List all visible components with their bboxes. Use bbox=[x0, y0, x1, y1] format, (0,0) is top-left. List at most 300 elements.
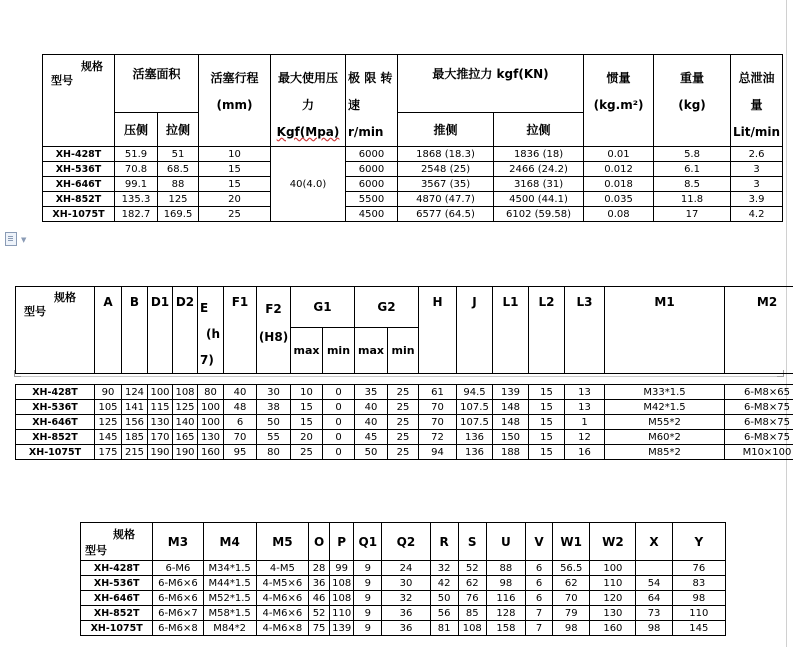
table-cell: 2466 (24.2) bbox=[494, 162, 584, 177]
table-cell: 175 bbox=[95, 445, 122, 460]
table-cell: 6 bbox=[525, 591, 552, 606]
table-cell: 35 bbox=[355, 385, 388, 400]
header-L1: L1 bbox=[493, 287, 529, 374]
corner-header bbox=[16, 287, 95, 374]
table-cell: 36 bbox=[309, 576, 330, 591]
table-cell: 80 bbox=[198, 385, 224, 400]
table-cell: 0 bbox=[323, 415, 355, 430]
table-cell: 45 bbox=[355, 430, 388, 445]
table-cell: 100 bbox=[198, 415, 224, 430]
table-cell: 64 bbox=[636, 591, 672, 606]
table-cell: M34*1.5 bbox=[203, 561, 256, 576]
header-s: S bbox=[458, 523, 486, 561]
table-cell: 125 bbox=[158, 192, 199, 207]
table-cell: 1836 (18) bbox=[494, 147, 584, 162]
header-x: X bbox=[636, 523, 672, 561]
dimension-table-body bbox=[15, 384, 793, 460]
table-cell: 6577 (64.5) bbox=[398, 207, 494, 222]
table-cell: 0 bbox=[323, 400, 355, 415]
table-cell: 54 bbox=[636, 576, 672, 591]
table-cell: 25 bbox=[388, 445, 419, 460]
header-E-line3: 7) bbox=[200, 353, 214, 367]
table-cell: 6-M6×7 bbox=[153, 606, 203, 621]
table-cell: 2548 (25) bbox=[398, 162, 494, 177]
model-cell: XH-852T bbox=[81, 606, 153, 621]
model-cell: XH-852T bbox=[43, 192, 115, 207]
header-F1: F1 bbox=[224, 287, 257, 374]
table-cell: 0.018 bbox=[584, 177, 654, 192]
table-cell: 145 bbox=[95, 430, 122, 445]
table-cell: 98 bbox=[553, 621, 590, 636]
table-cell: 165 bbox=[173, 430, 198, 445]
table-cell: 80 bbox=[257, 445, 291, 460]
table-cell: 5500 bbox=[346, 192, 398, 207]
table-cell: 70 bbox=[553, 591, 590, 606]
document-icon[interactable] bbox=[5, 232, 17, 246]
header-stroke bbox=[199, 55, 271, 147]
table-cell: 9 bbox=[354, 621, 382, 636]
table-cell: 0 bbox=[323, 430, 355, 445]
header-E-line1: E bbox=[200, 301, 209, 315]
table-cell: 62 bbox=[458, 576, 486, 591]
model-cell: XH-428T bbox=[16, 385, 95, 400]
table-cell: 15 bbox=[529, 385, 565, 400]
header-speed-title: 极 限 转 bbox=[348, 71, 393, 85]
table-cell: 108 bbox=[458, 621, 486, 636]
table-row bbox=[81, 606, 726, 621]
table-cell: 156 bbox=[122, 415, 148, 430]
table-cell: 25 bbox=[388, 430, 419, 445]
model-cell: XH-428T bbox=[81, 561, 153, 576]
table-cell: 99 bbox=[330, 561, 354, 576]
table-cell: 40 bbox=[224, 385, 257, 400]
table-cell: 100 bbox=[198, 400, 224, 415]
table-cell: 148 bbox=[493, 400, 529, 415]
table-cell: 108 bbox=[330, 591, 354, 606]
table-cell: 16 bbox=[565, 445, 605, 460]
table-cell: 6 bbox=[224, 415, 257, 430]
table-cell: 68.5 bbox=[158, 162, 199, 177]
model-cell: XH-1075T bbox=[43, 207, 115, 222]
corner-model-label: 型号 bbox=[85, 544, 107, 557]
corner-header bbox=[43, 55, 115, 147]
table-cell: 12 bbox=[565, 430, 605, 445]
table-cell: M60*2 bbox=[605, 430, 725, 445]
header-p: P bbox=[330, 523, 354, 561]
subheader-g2-max: max bbox=[355, 328, 388, 374]
table-cell: 25 bbox=[291, 445, 323, 460]
table-cell: 158 bbox=[486, 621, 525, 636]
table-cell: 141 bbox=[122, 400, 148, 415]
subheader-g1-min: min bbox=[323, 328, 355, 374]
table-cell: 76 bbox=[458, 591, 486, 606]
table-cell: 0.012 bbox=[584, 162, 654, 177]
header-G1: G1 bbox=[291, 287, 355, 328]
table-cell: M42*1.5 bbox=[605, 400, 725, 415]
header-max-force: 最大推拉力 kgf(KN) bbox=[398, 55, 584, 113]
table-cell: 0 bbox=[323, 445, 355, 460]
table-cell: 0.01 bbox=[584, 147, 654, 162]
header-speed-unit: r/min bbox=[348, 125, 384, 139]
table-cell: 95 bbox=[224, 445, 257, 460]
table-cell: 100 bbox=[148, 385, 173, 400]
table-row bbox=[43, 192, 783, 207]
table-cell: 56 bbox=[430, 606, 458, 621]
table-cell: 6-M8×65 bbox=[725, 385, 793, 400]
table-cell: 72 bbox=[419, 430, 457, 445]
table-cell: 30 bbox=[382, 576, 430, 591]
table-cell: 0.035 bbox=[584, 192, 654, 207]
table-cell: 50 bbox=[355, 445, 388, 460]
table-cell: 170 bbox=[148, 430, 173, 445]
table-cell: 36 bbox=[382, 621, 430, 636]
table-cell: 17 bbox=[654, 207, 731, 222]
table-cell: 145 bbox=[672, 621, 725, 636]
table-cell: 125 bbox=[173, 400, 198, 415]
table-cell: 0.08 bbox=[584, 207, 654, 222]
table-row bbox=[81, 621, 726, 636]
table-cell: 110 bbox=[590, 576, 636, 591]
table-cell: 25 bbox=[388, 400, 419, 415]
header-q2: Q2 bbox=[382, 523, 430, 561]
table-cell: 11.8 bbox=[654, 192, 731, 207]
table-cell: M55*2 bbox=[605, 415, 725, 430]
table-cell: 6.1 bbox=[654, 162, 731, 177]
table-cell: 3168 (31) bbox=[494, 177, 584, 192]
header-w2: W2 bbox=[590, 523, 636, 561]
table-cell: 3 bbox=[731, 177, 783, 192]
table-cell: 130 bbox=[198, 430, 224, 445]
spec-table-1 bbox=[42, 54, 783, 222]
model-cell: XH-646T bbox=[43, 177, 115, 192]
corner-spec-label: 规格 bbox=[113, 528, 135, 541]
table-cell: 6-M6×8 bbox=[153, 621, 203, 636]
table-cell: 9 bbox=[354, 561, 382, 576]
table-cell: 7 bbox=[525, 606, 552, 621]
table-cell: 81 bbox=[430, 621, 458, 636]
model-cell: XH-1075T bbox=[16, 445, 95, 460]
dropdown-arrow-icon[interactable]: ▼ bbox=[21, 236, 27, 244]
table-cell: 135.3 bbox=[115, 192, 158, 207]
table-cell: 8.5 bbox=[654, 177, 731, 192]
table-cell: 6 bbox=[525, 561, 552, 576]
header-weight bbox=[654, 55, 731, 147]
table-cell: 6-M8×75 bbox=[725, 400, 793, 415]
table-cell: 4-M6×6 bbox=[256, 591, 308, 606]
table-cell: 40 bbox=[355, 415, 388, 430]
header-pressure-title: 最大使用压 bbox=[278, 71, 339, 85]
table-cell: 115 bbox=[148, 400, 173, 415]
table-row bbox=[16, 400, 793, 415]
model-cell: XH-646T bbox=[16, 415, 95, 430]
table-cell: 15 bbox=[529, 400, 565, 415]
header-piston-area: 活塞面积 bbox=[115, 55, 199, 113]
table-cell: 38 bbox=[257, 400, 291, 415]
table-cell: 9 bbox=[354, 606, 382, 621]
table-cell: 4500 (44.1) bbox=[494, 192, 584, 207]
table-cell: 188 bbox=[493, 445, 529, 460]
subheader-g2-min: min bbox=[388, 328, 419, 374]
table-cell: 6000 bbox=[346, 162, 398, 177]
header-L3: L3 bbox=[565, 287, 605, 374]
table-cell: 32 bbox=[382, 591, 430, 606]
table-cell: 94 bbox=[419, 445, 457, 460]
table-cell: 6 bbox=[525, 576, 552, 591]
header-D1: D1 bbox=[148, 287, 173, 374]
table-cell: 20 bbox=[199, 192, 271, 207]
table-cell: 110 bbox=[672, 606, 725, 621]
table-cell: 70 bbox=[224, 430, 257, 445]
table-cell: 6000 bbox=[346, 147, 398, 162]
table-cell: 32 bbox=[430, 561, 458, 576]
header-v: V bbox=[525, 523, 552, 561]
table-cell: 4-M6×8 bbox=[256, 621, 308, 636]
table-cell: 4.2 bbox=[731, 207, 783, 222]
table-cell: 130 bbox=[148, 415, 173, 430]
table-row bbox=[43, 177, 783, 192]
table-cell: 0 bbox=[323, 385, 355, 400]
header-speed bbox=[346, 55, 398, 147]
table-cell: M85*2 bbox=[605, 445, 725, 460]
table-cell: 56.5 bbox=[553, 561, 590, 576]
header-inertia-unit: (kg.m²) bbox=[593, 98, 644, 112]
table-cell: 140 bbox=[173, 415, 198, 430]
header-m4: M4 bbox=[203, 523, 256, 561]
header-stroke-title: 活塞行程 bbox=[210, 71, 259, 85]
table-cell: 90 bbox=[95, 385, 122, 400]
table-cell: 190 bbox=[173, 445, 198, 460]
header-G2: G2 bbox=[355, 287, 419, 328]
table-cell: 13 bbox=[565, 400, 605, 415]
table-cell: 30 bbox=[257, 385, 291, 400]
table-cell: 28 bbox=[309, 561, 330, 576]
header-F2-line2: (H8) bbox=[258, 330, 289, 344]
table-cell: 83 bbox=[672, 576, 725, 591]
table-cell: 20 bbox=[291, 430, 323, 445]
table-cell: 6000 bbox=[346, 177, 398, 192]
table-cell: M84*2 bbox=[203, 621, 256, 636]
table-cell: 48 bbox=[224, 400, 257, 415]
table-cell: 4500 bbox=[346, 207, 398, 222]
table-cell: 98 bbox=[672, 591, 725, 606]
table-cell: 62 bbox=[553, 576, 590, 591]
table-cell: 9 bbox=[354, 576, 382, 591]
subheader-pull-side-force: 拉侧 bbox=[494, 112, 584, 146]
header-pressure-unit: Kgf(Mpa) bbox=[276, 125, 340, 139]
table-cell: 46 bbox=[309, 591, 330, 606]
table-cell: 4870 (47.7) bbox=[398, 192, 494, 207]
table-cell: 50 bbox=[430, 591, 458, 606]
table-cell: 70.8 bbox=[115, 162, 158, 177]
table-cell: 24 bbox=[382, 561, 430, 576]
header-u: U bbox=[486, 523, 525, 561]
table-row bbox=[16, 430, 793, 445]
table-cell: 124 bbox=[122, 385, 148, 400]
table-cell: 107.5 bbox=[457, 415, 493, 430]
table-cell: 130 bbox=[590, 606, 636, 621]
table-cell: 190 bbox=[148, 445, 173, 460]
table-cell: 182.7 bbox=[115, 207, 158, 222]
table-row bbox=[16, 385, 793, 400]
header-leak bbox=[731, 55, 783, 147]
header-leak-title2: 量 bbox=[750, 98, 763, 112]
table-cell: 108 bbox=[173, 385, 198, 400]
table-cell: 107.5 bbox=[457, 400, 493, 415]
header-pressure-title2: 力 bbox=[302, 98, 315, 112]
table-cell: 70 bbox=[419, 415, 457, 430]
table-cell: 52 bbox=[309, 606, 330, 621]
table-cell: 15 bbox=[529, 430, 565, 445]
header-o: O bbox=[309, 523, 330, 561]
table-cell: 50 bbox=[257, 415, 291, 430]
table-cell: 79 bbox=[553, 606, 590, 621]
header-leak-title: 总泄油 bbox=[738, 71, 775, 85]
header-M1: M1 bbox=[605, 287, 725, 374]
header-speed-title2: 速 bbox=[348, 98, 361, 112]
table-cell: 6-M8×75 bbox=[725, 415, 793, 430]
table-cell: M58*1.5 bbox=[203, 606, 256, 621]
table-cell: 1868 (18.3) bbox=[398, 147, 494, 162]
table-cell: 76 bbox=[672, 561, 725, 576]
table-cell: 185 bbox=[122, 430, 148, 445]
table-cell: 15 bbox=[199, 162, 271, 177]
table-cell: 6-M6×6 bbox=[153, 576, 203, 591]
table-cell: 5.8 bbox=[654, 147, 731, 162]
table-cell: 15 bbox=[529, 415, 565, 430]
table-cell: 3.9 bbox=[731, 192, 783, 207]
header-E bbox=[198, 287, 224, 374]
header-w1: W1 bbox=[553, 523, 590, 561]
corner-model-label: 型号 bbox=[51, 74, 73, 87]
header-M2: M2 bbox=[725, 287, 793, 374]
table-cell: M44*1.5 bbox=[203, 576, 256, 591]
table-cell: 51 bbox=[158, 147, 199, 162]
pressure-merged-cell: 40(4.0) bbox=[271, 147, 346, 222]
corner-spec-label: 规格 bbox=[81, 60, 103, 73]
corner-header bbox=[81, 523, 153, 561]
header-r: R bbox=[430, 523, 458, 561]
table-row bbox=[81, 591, 726, 606]
header-D2: D2 bbox=[173, 287, 198, 374]
model-cell: XH-536T bbox=[16, 400, 95, 415]
table-cell: 15 bbox=[291, 400, 323, 415]
table-cell: 105 bbox=[95, 400, 122, 415]
table-cell: 3 bbox=[731, 162, 783, 177]
table-cell: 4-M5×6 bbox=[256, 576, 308, 591]
model-cell: XH-852T bbox=[16, 430, 95, 445]
table-cell: 9 bbox=[354, 591, 382, 606]
subheader-push-side: 推侧 bbox=[398, 112, 494, 146]
header-F2 bbox=[257, 287, 291, 374]
header-A: A bbox=[95, 287, 122, 374]
table-cell: 160 bbox=[590, 621, 636, 636]
table-cell: 15 bbox=[291, 415, 323, 430]
header-y: Y bbox=[672, 523, 725, 561]
table-cell: 7 bbox=[525, 621, 552, 636]
table-cell: 160 bbox=[198, 445, 224, 460]
table-cell: 10 bbox=[291, 385, 323, 400]
table-cell: 128 bbox=[486, 606, 525, 621]
table-row bbox=[81, 576, 726, 591]
table-cell: 98 bbox=[486, 576, 525, 591]
table-cell: 88 bbox=[486, 561, 525, 576]
subheader-pull-side: 拉侧 bbox=[158, 112, 199, 146]
table-cell: 4-M6×6 bbox=[256, 606, 308, 621]
table-cell: 75 bbox=[309, 621, 330, 636]
subheader-g1-max: max bbox=[291, 328, 323, 374]
table-cell: 2.6 bbox=[731, 147, 783, 162]
model-cell: XH-536T bbox=[43, 162, 115, 177]
table-row bbox=[43, 207, 783, 222]
table-cell: 70 bbox=[419, 400, 457, 415]
header-m3: M3 bbox=[153, 523, 203, 561]
header-L2: L2 bbox=[529, 287, 565, 374]
table-cell: 120 bbox=[590, 591, 636, 606]
table-cell: 1 bbox=[565, 415, 605, 430]
table-cell bbox=[636, 561, 672, 576]
table-cell: 40 bbox=[355, 400, 388, 415]
model-cell: XH-646T bbox=[81, 591, 153, 606]
model-cell: XH-536T bbox=[81, 576, 153, 591]
dimension-table-3 bbox=[80, 522, 726, 636]
model-cell: XH-1075T bbox=[81, 621, 153, 636]
table-cell: 25 bbox=[199, 207, 271, 222]
table-cell: 139 bbox=[493, 385, 529, 400]
table-cell: 150 bbox=[493, 430, 529, 445]
table-cell: M10×100 bbox=[725, 445, 793, 460]
table-cell: 25 bbox=[388, 385, 419, 400]
model-cell: XH-428T bbox=[43, 147, 115, 162]
table-cell: 10 bbox=[199, 147, 271, 162]
table-cell: 13 bbox=[565, 385, 605, 400]
header-weight-title: 重量 bbox=[680, 71, 705, 85]
table-cell: 85 bbox=[458, 606, 486, 621]
header-m5: M5 bbox=[256, 523, 308, 561]
header-B: B bbox=[122, 287, 148, 374]
table-cell: 169.5 bbox=[158, 207, 199, 222]
subheader-press-side: 压侧 bbox=[115, 112, 158, 146]
table-cell: 100 bbox=[590, 561, 636, 576]
header-pressure bbox=[271, 55, 346, 147]
table-cell: 15 bbox=[199, 177, 271, 192]
table-cell: 15 bbox=[529, 445, 565, 460]
table-cell: 25 bbox=[388, 415, 419, 430]
table-row bbox=[16, 445, 793, 460]
table-cell: 116 bbox=[486, 591, 525, 606]
corner-model-label: 型号 bbox=[24, 305, 46, 318]
dimension-table-header bbox=[15, 286, 793, 374]
corner-spec-label: 规格 bbox=[54, 291, 76, 304]
header-weight-unit: (kg) bbox=[678, 98, 706, 112]
table-cell: 6-M8×75 bbox=[725, 430, 793, 445]
table-row bbox=[16, 415, 793, 430]
table-cell: 61 bbox=[419, 385, 457, 400]
table-cell: 94.5 bbox=[457, 385, 493, 400]
table-cell: 36 bbox=[382, 606, 430, 621]
table-cell: M33*1.5 bbox=[605, 385, 725, 400]
table-cell: 215 bbox=[122, 445, 148, 460]
header-J: J bbox=[457, 287, 493, 374]
table-cell: 6-M6 bbox=[153, 561, 203, 576]
table-row bbox=[43, 147, 783, 162]
table-cell: 110 bbox=[330, 606, 354, 621]
header-E-line2: (h bbox=[206, 327, 221, 341]
table-row bbox=[81, 561, 726, 576]
table-cell: 136 bbox=[457, 445, 493, 460]
table-cell: 99.1 bbox=[115, 177, 158, 192]
table-row bbox=[43, 162, 783, 177]
table-cell: 88 bbox=[158, 177, 199, 192]
